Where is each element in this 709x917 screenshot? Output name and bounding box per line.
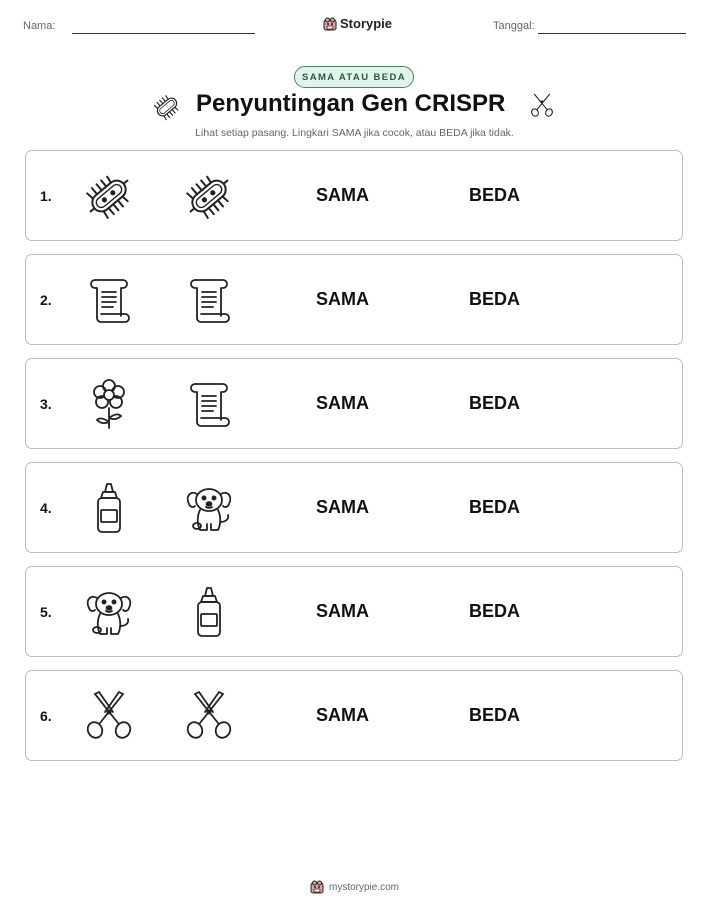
item-number: 5.	[40, 604, 52, 620]
glue-bottle-icon	[183, 586, 235, 638]
same-option[interactable]: SAMA	[316, 289, 369, 309]
item-card	[25, 358, 683, 449]
scissors-icon	[83, 690, 135, 742]
item-card	[25, 462, 683, 553]
item-number: 3.	[40, 396, 52, 412]
different-option[interactable]: BEDA	[469, 601, 521, 621]
different-option[interactable]: BEDA	[469, 185, 521, 205]
scroll-icon	[183, 378, 235, 430]
item-card	[25, 254, 683, 345]
date-label: Tanggal:	[493, 20, 535, 32]
scroll-icon	[83, 274, 135, 326]
item-number: 4.	[40, 500, 52, 516]
glue-bottle-icon	[83, 482, 135, 534]
same-option[interactable]: SAMA	[316, 393, 369, 413]
item-number: 2.	[40, 292, 52, 308]
bacteria-icon	[183, 170, 235, 222]
puppy-icon	[183, 482, 235, 534]
page-title: Penyuntingan Gen CRISPR	[196, 90, 506, 117]
storypie-logo-icon	[310, 880, 324, 894]
date-field[interactable]	[538, 33, 686, 34]
header	[0, 16, 709, 40]
different-option[interactable]: BEDA	[469, 497, 521, 517]
different-option[interactable]: BEDA	[469, 393, 521, 413]
same-option[interactable]: SAMA	[316, 601, 369, 621]
brand-logo	[323, 16, 392, 31]
scroll-icon	[183, 274, 235, 326]
different-option[interactable]: BEDA	[469, 289, 521, 309]
scissors-icon	[528, 91, 556, 124]
footer	[0, 880, 709, 894]
item-card	[25, 150, 683, 241]
brand-name: Storypie	[340, 16, 393, 31]
instructions: Lihat setiap pasang. Lingkari SAMA jika cocok, atau BEDA jika tidak.	[195, 127, 514, 139]
same-option[interactable]: SAMA	[316, 705, 369, 725]
item-number: 1.	[40, 188, 52, 204]
flower-icon	[83, 378, 135, 430]
title-row	[0, 90, 709, 126]
item-card	[25, 566, 683, 657]
bacteria-icon	[83, 170, 135, 222]
item-number: 6.	[40, 708, 52, 724]
bacteria-icon	[152, 92, 182, 127]
same-option[interactable]: SAMA	[316, 497, 369, 517]
name-field[interactable]	[72, 33, 255, 34]
puppy-icon	[83, 586, 135, 638]
footer-site: mystorypie.com	[328, 881, 399, 893]
storypie-logo-icon	[323, 17, 337, 31]
same-option[interactable]: SAMA	[316, 185, 369, 205]
item-card	[25, 670, 683, 761]
name-label: Nama:	[23, 20, 56, 32]
scissors-icon	[183, 690, 235, 742]
activity-badge: SAMA ATAU BEDA	[294, 66, 414, 88]
different-option[interactable]: BEDA	[469, 705, 521, 725]
